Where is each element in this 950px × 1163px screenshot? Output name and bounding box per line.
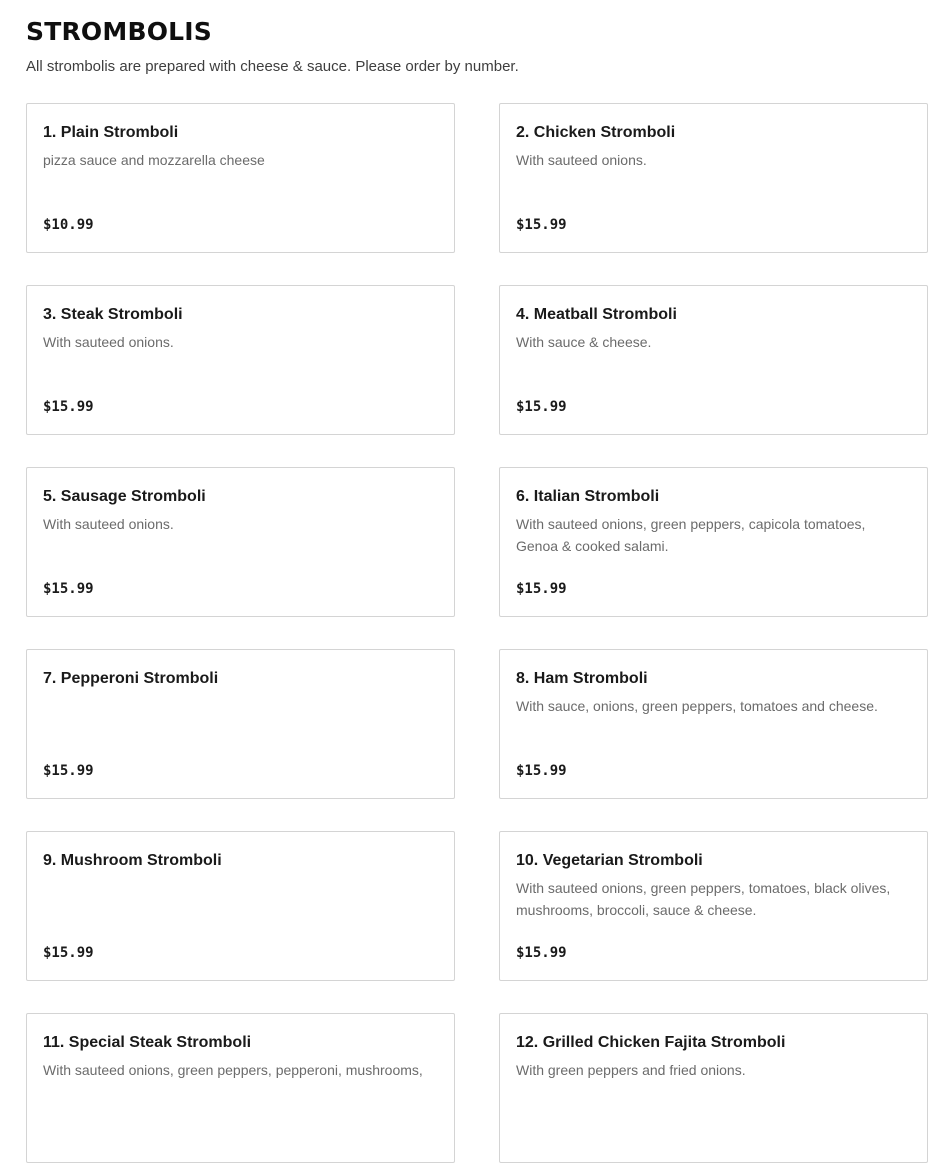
menu-item-description: With sauteed onions. [516,152,647,168]
menu-item-card[interactable] [499,467,928,617]
menu-item-description: With sauce, onions, green peppers, tomatoes and cheese. [516,698,878,714]
menu-item-card[interactable] [499,285,928,435]
menu-item-name: 9. Mushroom Stromboli [43,852,222,869]
menu-item-name: 11. Special Steak Stromboli [43,1034,252,1051]
menu-item-description: With sauteed onions, green peppers, capicola tomatoes, Genoa & cooked salami. [516,516,866,554]
menu-item-name: 12. Grilled Chicken Fajita Stromboli [516,1034,786,1051]
menu-item-description: pizza sauce and mozzarella cheese [43,152,265,168]
menu-item-name: 4. Meatball Stromboli [516,306,677,323]
menu-item-price: $15.99 [43,581,94,597]
menu-item-price: $15.99 [516,217,567,233]
menu-item-card[interactable] [26,103,455,253]
menu-item-description: With sauteed onions. [43,334,174,350]
menu-item-description: With sauteed onions. [43,516,174,532]
menu-item-price: $15.99 [43,399,94,415]
menu-item-description: With sauteed onions, green peppers, tomatoes, black olives, mushrooms, broccoli, sauce & cheese. [516,880,891,918]
page-subtitle: All strombolis are prepared with cheese & sauce. Please order by number. [26,58,519,75]
menu-item-card[interactable] [499,103,928,253]
menu-item-price: $15.99 [516,945,567,961]
menu-item-name: 1. Plain Stromboli [43,124,179,141]
menu-item-price: $15.99 [43,763,94,779]
menu-item-price: $15.99 [43,945,94,961]
menu-item-name: 3. Steak Stromboli [43,306,183,323]
menu-item-name: 8. Ham Stromboli [516,670,648,687]
menu-items-grid [26,103,928,1163]
menu-item-card[interactable] [499,649,928,799]
menu-item-name: 2. Chicken Stromboli [516,124,676,141]
menu-item-card[interactable] [26,649,455,799]
page-title: STROMBOLIS [26,17,212,46]
menu-item-name: 7. Pepperoni Stromboli [43,670,219,687]
menu-item-name: 5. Sausage Stromboli [43,488,206,505]
menu-item-description: With green peppers and fried onions. [516,1062,746,1078]
menu-item-name: 6. Italian Stromboli [516,488,660,505]
menu-item-card[interactable] [26,1013,455,1163]
menu-item-description: With sauteed onions, green peppers, pepperoni, mushrooms, [43,1062,423,1078]
menu-item-card[interactable] [26,831,455,981]
menu-item-name: 10. Vegetarian Stromboli [516,852,703,869]
menu-item-price: $10.99 [43,217,94,233]
menu-item-card[interactable] [499,1013,928,1163]
menu-item-card[interactable] [26,285,455,435]
menu-item-price: $15.99 [516,763,567,779]
menu-item-price: $15.99 [516,581,567,597]
menu-item-card[interactable] [499,831,928,981]
menu-item-card[interactable] [26,467,455,617]
menu-item-price: $15.99 [516,399,567,415]
menu-item-description: With sauce & cheese. [516,334,652,350]
